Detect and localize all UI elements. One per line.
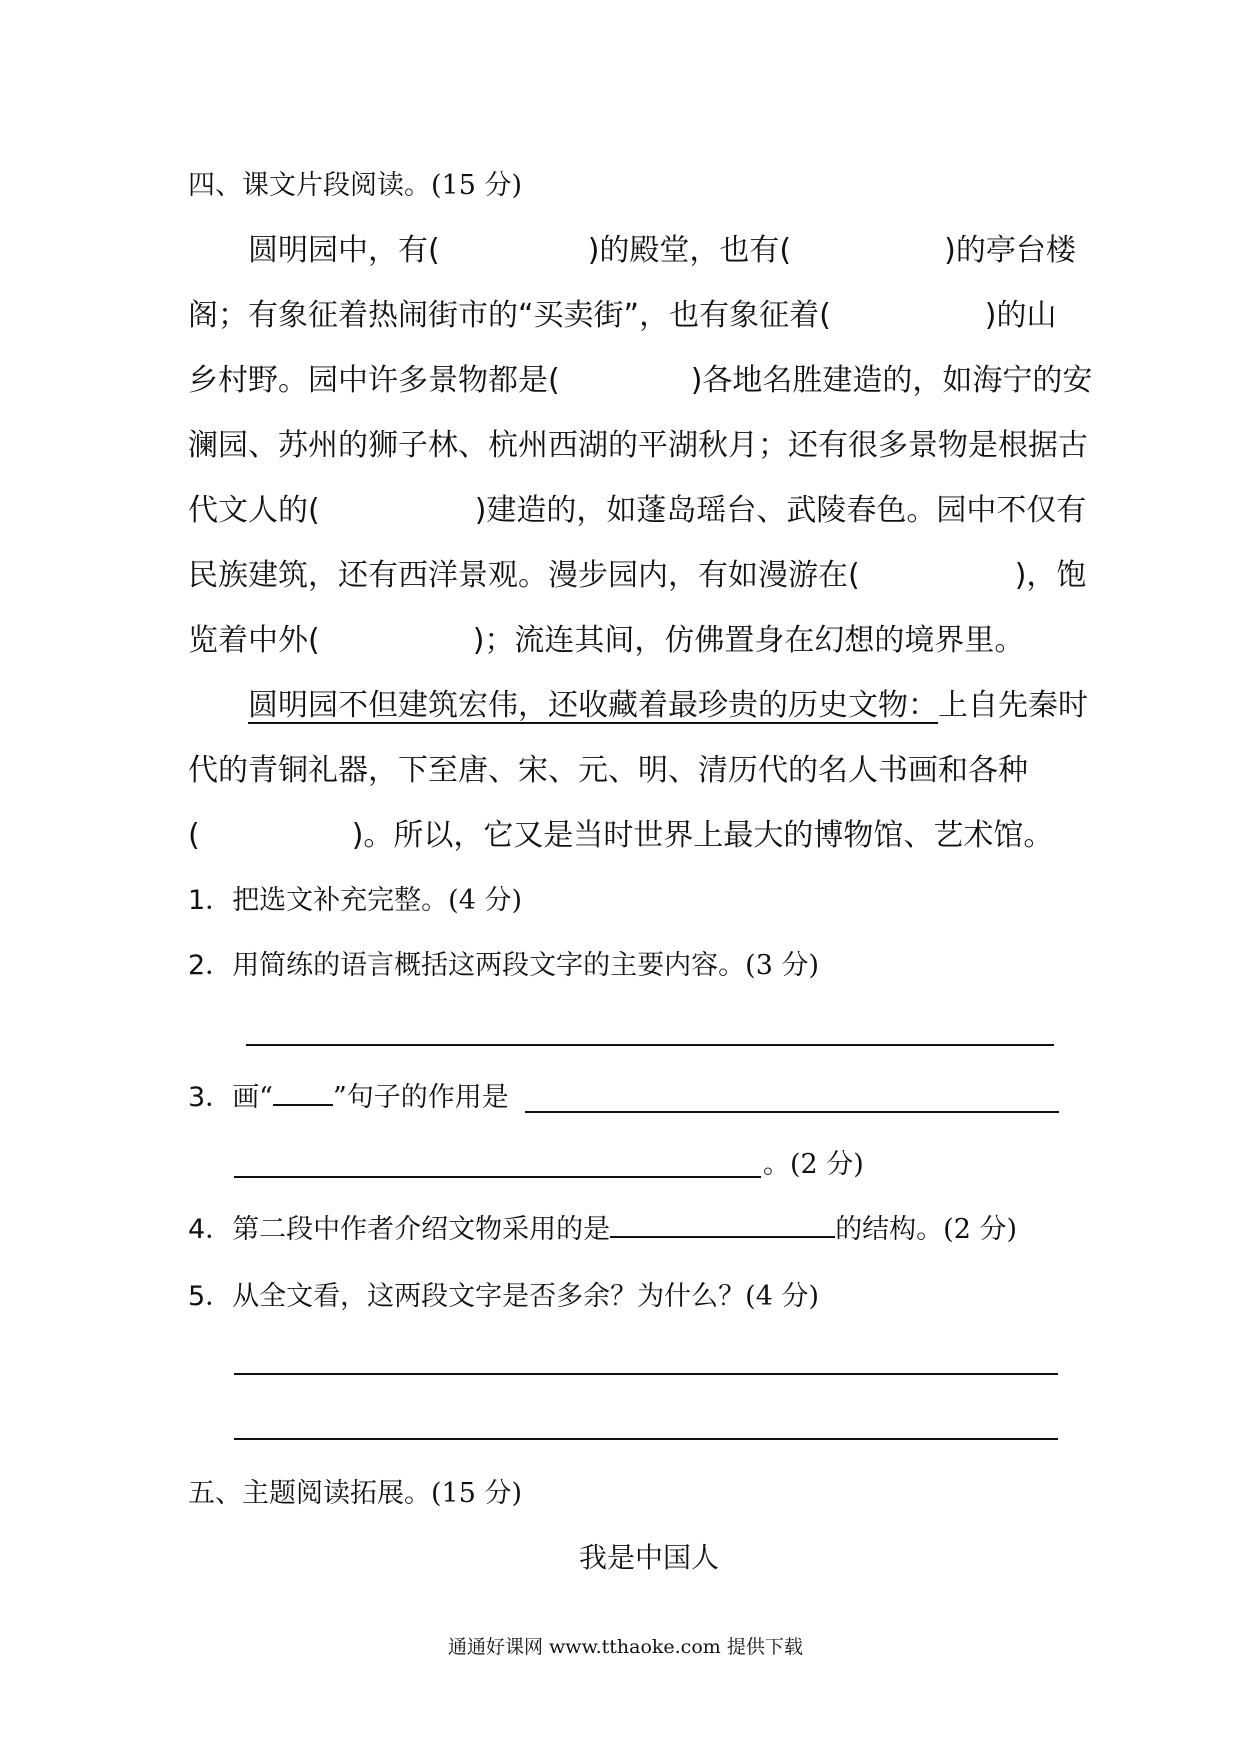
passage-text: )各地名胜建造的，如海宁的安: [690, 363, 1093, 398]
passage-line-6: [188, 558, 1087, 593]
passage-line-1: [248, 233, 1076, 268]
footer-text: 通通好课网 www.tthaoke.com 提供下载: [448, 1636, 803, 1658]
question-text: 的结构。(2 分): [835, 1214, 1018, 1245]
passage-line-9: [188, 753, 1028, 788]
answer-line-q5-b[interactable]: [234, 1438, 1058, 1440]
question-text: 把选文补充完整。(4 分): [232, 885, 523, 916]
passage-line-4: [188, 428, 1088, 463]
question-4: [188, 1216, 1017, 1243]
passage-text: 圆明园中，有(: [248, 233, 440, 268]
article-title: 我是中国人: [579, 1541, 720, 1574]
passage-line-10: [188, 818, 1054, 853]
passage-text: )的殿堂，也有(: [587, 233, 792, 268]
passage-text: 代的青铜礼器，下至唐、宋、元、明、清历代的名人书画和各种: [188, 753, 1028, 788]
question-number: 1．: [188, 885, 233, 916]
question-text: 第二段中作者介绍文物采用的是: [232, 1214, 611, 1245]
passage-text: 览着中外(: [188, 623, 320, 658]
question-number: 3．: [188, 1082, 233, 1113]
question-number: 4．: [188, 1214, 233, 1245]
passage-text: 代文人的(: [188, 493, 320, 528]
answer-blank-q4[interactable]: [610, 1235, 835, 1238]
passage-line-8: [248, 688, 1088, 723]
passage-line-5: [188, 493, 1087, 528]
question-text: 从全文看，这两段文字是否多余？为什么？(4 分): [232, 1281, 820, 1312]
section-4-heading: 四、课文片段阅读。(15 分): [188, 170, 523, 201]
underline-mark: [273, 1103, 333, 1106]
question-text: 画“: [232, 1082, 273, 1113]
passage-text: 上自先秦时: [938, 688, 1088, 723]
answer-line-q3-b[interactable]: [234, 1176, 761, 1178]
passage-line-2: [188, 298, 1057, 333]
question-3: [188, 1084, 509, 1111]
passage-text: )的亭台楼: [944, 233, 1076, 268]
passage-text: )，饱: [1014, 558, 1087, 593]
passage-text: 民族建筑，还有西洋景观。漫步园内，有如漫游在(: [188, 558, 860, 593]
question-number: 2．: [188, 950, 233, 981]
question-number: 5．: [188, 1281, 233, 1312]
underlined-sentence: 圆明园不但建筑宏伟，还收藏着最珍贵的历史文物：: [248, 688, 938, 723]
answer-line-q2[interactable]: [246, 1044, 1054, 1046]
section-5-heading: 五、主题阅读拓展。(15 分): [188, 1478, 523, 1509]
passage-text: 乡村野。园中许多景物都是(: [188, 363, 560, 398]
question-1: [188, 887, 522, 914]
passage-line-7: [188, 623, 1025, 658]
question-text: ”句子的作用是: [333, 1082, 509, 1113]
answer-line-q5-a[interactable]: [234, 1373, 1058, 1375]
question-2: [188, 952, 819, 979]
passage-text: )；流连其间，仿佛置身在幻想的境界里。: [472, 623, 1025, 658]
passage-text: (: [188, 818, 200, 853]
answer-line-q3-a[interactable]: [525, 1111, 1059, 1113]
passage-text: )。所以，它又是当时世界上最大的博物馆、艺术馆。: [351, 818, 1054, 853]
passage-text: )建造的，如蓬岛瑶台、武陵春色。园中不仅有: [474, 493, 1087, 528]
passage-text: 阁；有象征着热闹街市的“买卖街”，也有象征着(: [188, 298, 831, 333]
question-text: 用简练的语言概括这两段文字的主要内容。(3 分): [232, 950, 820, 981]
question-5: [188, 1283, 819, 1310]
passage-text: 澜园、苏州的狮子林、杭州西湖的平湖秋月；还有很多景物是根据古: [188, 428, 1088, 463]
question-3-end: 。(2 分): [763, 1149, 864, 1180]
passage-text: )的山: [984, 298, 1057, 333]
passage-line-3: [188, 363, 1093, 398]
